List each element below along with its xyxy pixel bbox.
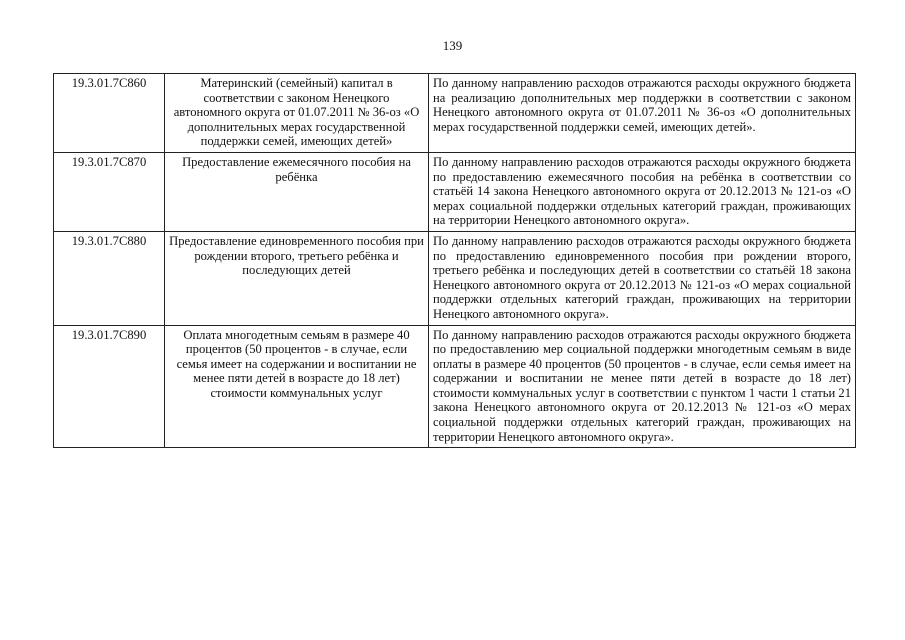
expense-description: По данному направлению расходов отражаются расходы окружного бюджета по предоставлению мер социальной поддержки многодетным семьям в виде оплаты в размере 40 процентов (50 процентов - в случае, если семья имеет на содержании и воспитании не менее пяти детей в возрасте до 18 лет) стоимости коммунальных услуг в соответствии с пунктом 1 части 1 статьи 21 закона Ненецкого автономного округа от 20.12.2013 № 121-оз «О мерах социальной поддержки отдельных категорий граждан, проживающих на территории Ненецкого автономного округа». — [429, 325, 856, 448]
expense-code: 19.3.01.7C870 — [54, 152, 165, 231]
table-row — [54, 325, 856, 448]
expense-code: 19.3.01.7C880 — [54, 231, 165, 325]
expense-code: 19.3.01.7C860 — [54, 74, 165, 153]
expense-description: По данному направлению расходов отражаются расходы окружного бюджета по предоставлению единовременного пособия при рождении второго, третьего ребёнка и последующих детей в соответствии со статьёй 18 закона Ненецкого автономного округа от 20.12.2013 № 121-оз «О мерах социальной поддержки отдельных категорий граждан, проживающих на территории Ненецкого автономного округа». — [429, 231, 856, 325]
expense-description: По данному направлению расходов отражаются расходы окружного бюджета по предоставлению ежемесячного пособия на ребёнка в соответствии со статьёй 14 закона Ненецкого автономного округа от 20.12.2013 № 121-оз «О мерах социальной поддержки отдельных категорий граждан, проживающих на территории Ненецкого автономного округа». — [429, 152, 856, 231]
table-row — [54, 231, 856, 325]
table-row — [54, 152, 856, 231]
page-number: 139 — [442, 38, 463, 53]
expense-name: Предоставление единовременного пособия при рождении второго, третьего ребёнка и последующих детей — [165, 231, 429, 325]
expense-code: 19.3.01.7C890 — [54, 325, 165, 448]
expense-name: Материнский (семейный) капитал в соответствии с законом Ненецкого автономного округа от 01.07.2011 № 36-оз «О дополнительных мерах государственной поддержки семей, имеющих детей» — [165, 74, 429, 153]
expense-description: По данному направлению расходов отражаются расходы окружного бюджета на реализацию дополнительных мер поддержки в соответствии с законом Ненецкого автономного округа от 01.07.2011 № 36-оз «О дополнительных мерах государственной поддержки семей, имеющих детей». — [429, 74, 856, 153]
expense-name: Предоставление ежемесячного пособия на ребёнка — [165, 152, 429, 231]
table-row — [54, 74, 856, 153]
expense-name: Оплата многодетным семьям в размере 40 процентов (50 процентов - в случае, если семья имеет на содержании и воспитании не менее пяти детей в возрасте до 18 лет) стоимости коммунальных услуг — [165, 325, 429, 448]
expense-codes-table — [53, 73, 856, 448]
